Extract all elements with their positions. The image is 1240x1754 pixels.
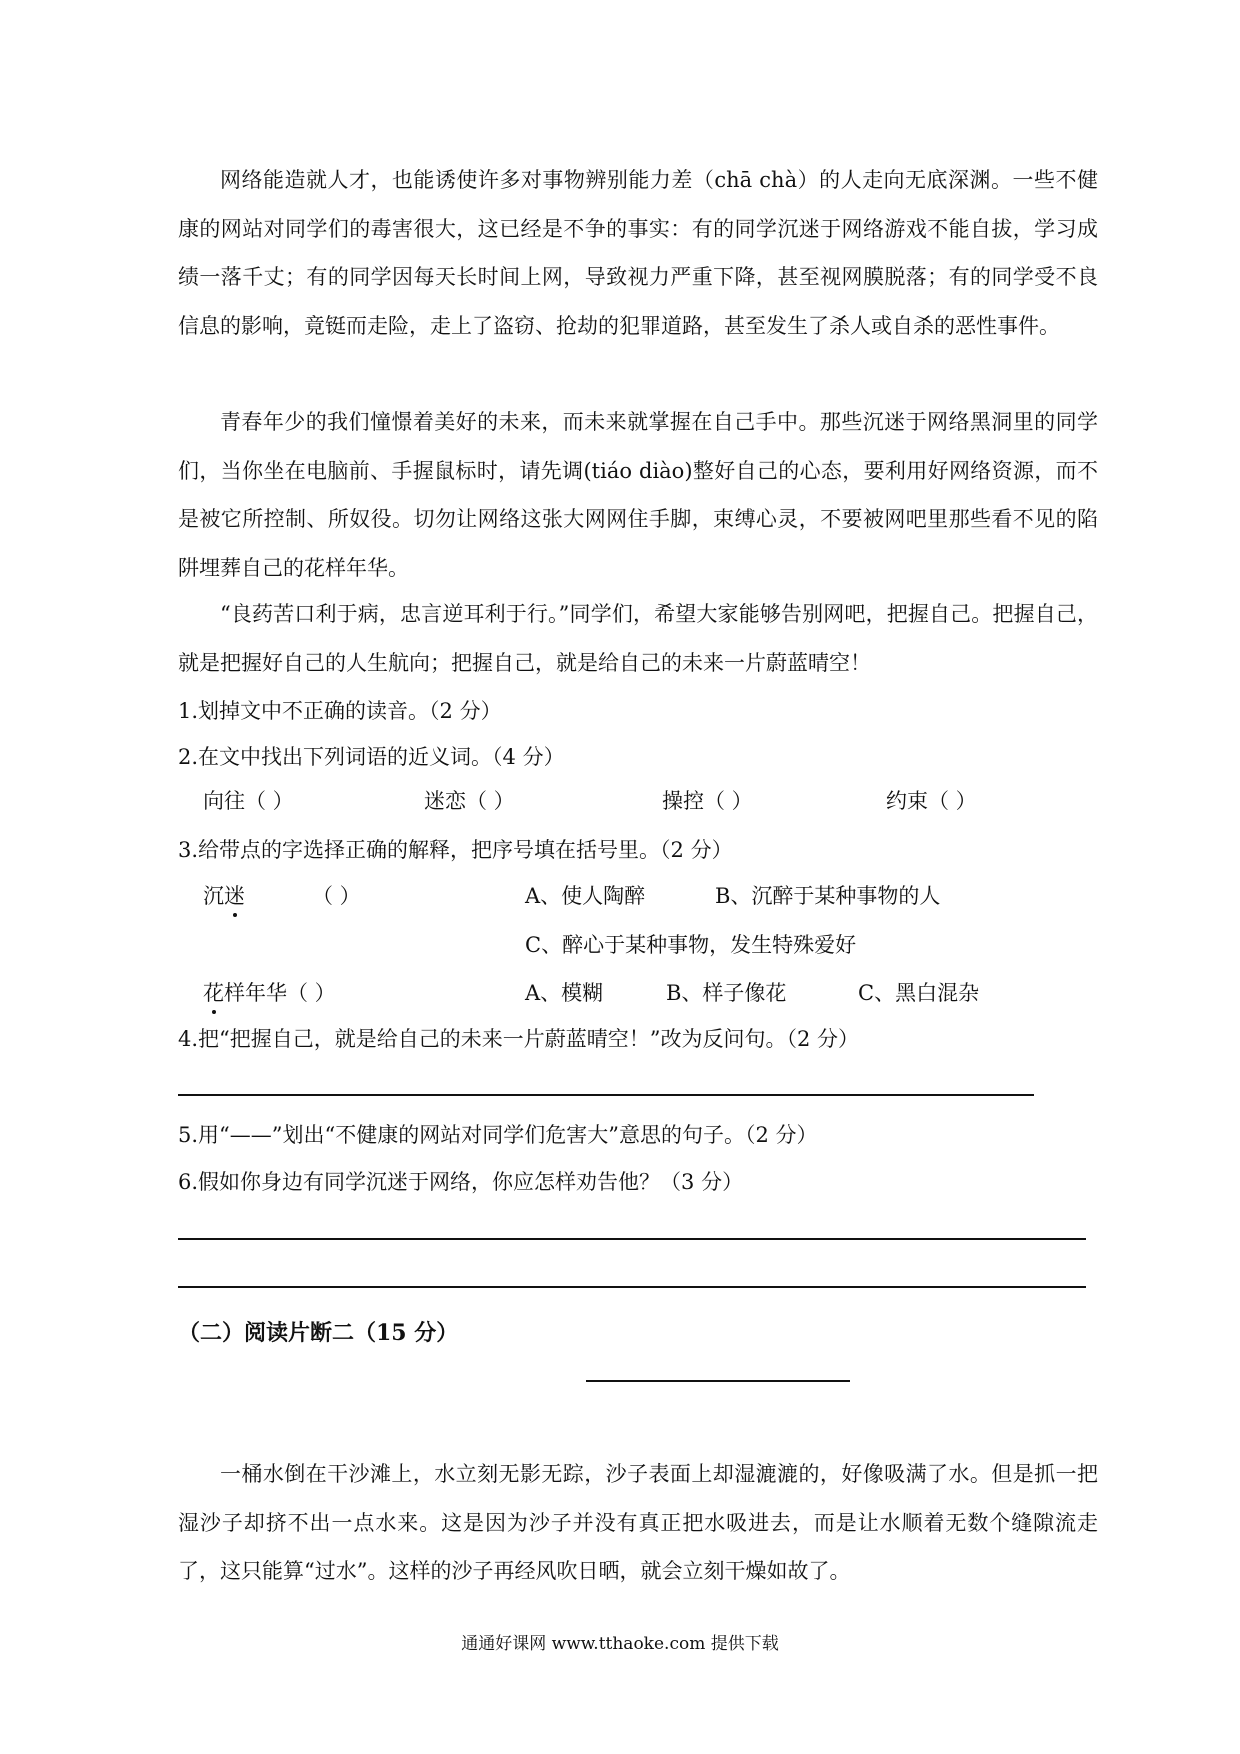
answer-line-q6-1 [178,1238,1086,1240]
q3a-word-char-1: 沉 [203,884,224,908]
question-6: 6.假如你身边有同学沉迷于网络，你应怎样劝告他？（3 分） [178,1170,744,1194]
q2-word-2: 迷恋（ ） [424,789,515,813]
q3a-dotted-char: 迷 [224,880,245,910]
q2-word-4: 约束（ ） [886,789,977,813]
q2-word-3: 操控（ ） [662,789,753,813]
section-2-title: （二）阅读片断二（15 分） [178,1320,459,1346]
question-3: 3.给带点的字选择正确的解释，把序号填在括号里。（2 分） [178,838,733,862]
q3b-option-b: B、样子像花 [666,981,787,1005]
q3a-option-a: A、使人陶醉 [525,884,646,908]
q3a-option-c: C、醉心于某种事物，发生特殊爱好 [525,933,857,957]
answer-line-q4 [178,1094,1034,1096]
passage-paragraph-1: 网络能造就人才，也能诱使许多对事物辨别能力差（chā chà）的人走向无底深渊。一些不健康的网站对同学们的毒害很大，这已经是不争的事实：有的同学沉迷于网络游戏不能自拔，学习成绩一落千丈；有的同学因每天长时间上网，导致视力严重下降，甚至视网膜脱落；有的同学受不良信息的影响，竟铤而走险，走上了盗窃、抢劫的犯罪道路，甚至发生了杀人或自杀的恶性事件。 [178,168,1098,338]
passage-paragraph-3: “良药苦口利于病，忠言逆耳利于行。”同学们，希望大家能够告别网吧，把握自己。把握自己，就是把握好自己的人生航向；把握自己，就是给自己的未来一片蔚蓝晴空！ [178,602,1098,675]
q3b-word-rest: 样年华（ ） [224,981,336,1005]
question-5: 5.用“——”划出“不健康的网站对同学们危害大”意思的句子。（2 分） [178,1123,818,1147]
question-1: 1.划掉文中不正确的读音。（2 分） [178,699,502,723]
section-2-title-blank [586,1380,850,1382]
q3b-option-c: C、黑白混杂 [858,981,980,1005]
q3a-blank: （ ） [312,884,361,908]
answer-line-q6-2 [178,1286,1086,1288]
q3b-dotted-char: 花 [203,977,224,1007]
page-footer: 通通好课网 www.tthaoke.com 提供下载 [461,1634,779,1654]
section-2-paragraph: 一桶水倒在干沙滩上，水立刻无影无踪，沙子表面上却湿漉漉的，好像吸满了水。但是抓一把湿沙子却挤不出一点水来。这是因为沙子并没有真正把水吸进去，而是让水顺着无数个缝隙流走了，这只能算“过水”。这样的沙子再经风吹日晒，就会立刻干燥如故了。 [178,1462,1098,1583]
question-4: 4.把“把握自己，就是给自己的未来一片蔚蓝晴空！”改为反问句。（2 分） [178,1027,860,1051]
passage-paragraph-2: 青春年少的我们憧憬着美好的未来，而未来就掌握在自己手中。那些沉迷于网络黑洞里的同学们，当你坐在电脑前、手握鼠标时，请先调(tiáo diào)整好自己的心态，要利用好网络资源，而不是被它所控制、所奴役。切勿让网络这张大网网住手脚，束缚心灵，不要被网吧里那些看不见的陷阱埋葬自己的花样年华。 [178,410,1098,580]
q3b-word [203,977,336,1007]
q3b-option-a: A、模糊 [525,981,604,1005]
q3a-word [203,880,245,910]
q2-word-1: 向往（ ） [203,789,294,813]
question-2: 2.在文中找出下列词语的近义词。（4 分） [178,745,565,769]
q3a-option-b: B、沉醉于某种事物的人 [715,884,941,908]
